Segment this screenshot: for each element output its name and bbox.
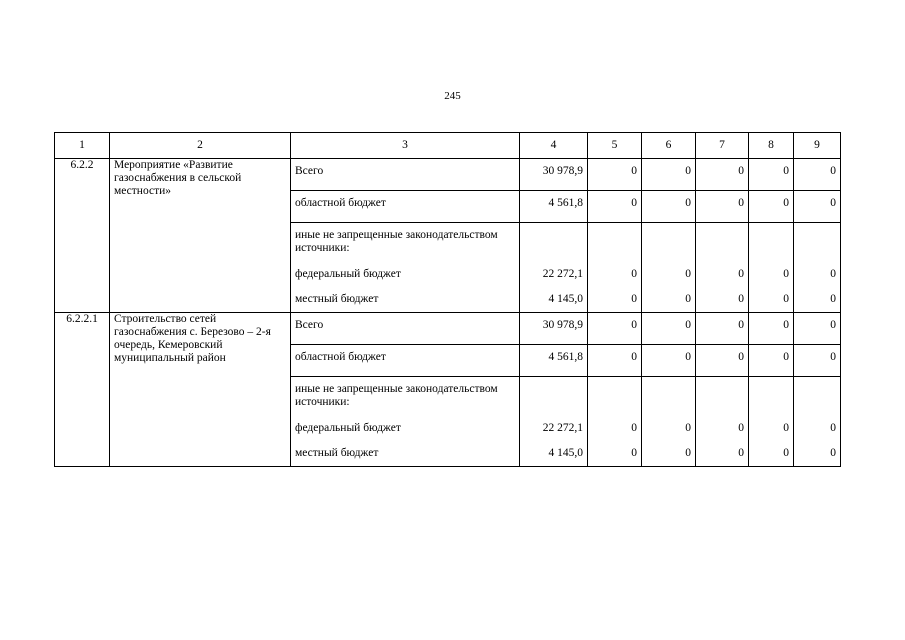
table-header-row <box>55 133 841 159</box>
empty-cell <box>696 377 749 416</box>
item-name: Строительство сетей газоснабжения с. Березово – 2-я очередь, Кемеровский муниципальный район <box>110 313 291 467</box>
empty-cell <box>642 377 696 416</box>
header-cell: 5 <box>588 133 642 159</box>
value-cell: 0 <box>749 191 794 223</box>
row-label: Всего <box>291 313 520 345</box>
budget-table <box>54 132 841 467</box>
value-cell: 0 <box>642 261 696 287</box>
empty-cell <box>794 223 841 262</box>
value-cell: 0 <box>794 441 841 467</box>
value-cell: 0 <box>588 261 642 287</box>
header-cell: 2 <box>110 133 291 159</box>
table-row <box>55 313 841 345</box>
value-cell: 0 <box>642 345 696 377</box>
table-row <box>55 159 841 191</box>
empty-cell <box>520 223 588 262</box>
empty-cell <box>642 223 696 262</box>
value-cell: 4 561,8 <box>520 191 588 223</box>
row-label: федеральный бюджет <box>291 415 520 441</box>
value-cell: 0 <box>749 415 794 441</box>
value-cell: 0 <box>696 159 749 191</box>
value-cell: 22 272,1 <box>520 415 588 441</box>
value-cell: 0 <box>588 345 642 377</box>
value-cell: 0 <box>696 287 749 313</box>
value-cell: 0 <box>794 191 841 223</box>
value-cell: 0 <box>749 345 794 377</box>
value-cell: 0 <box>794 415 841 441</box>
empty-cell <box>794 377 841 416</box>
value-cell: 0 <box>794 313 841 345</box>
header-cell: 6 <box>642 133 696 159</box>
empty-cell <box>520 377 588 416</box>
header-cell: 3 <box>291 133 520 159</box>
value-cell: 0 <box>696 261 749 287</box>
value-cell: 0 <box>588 415 642 441</box>
row-label: местный бюджет <box>291 287 520 313</box>
row-label: Всего <box>291 159 520 191</box>
item-code: 6.2.2 <box>55 159 110 313</box>
value-cell: 0 <box>749 287 794 313</box>
value-cell: 0 <box>794 261 841 287</box>
value-cell: 0 <box>642 415 696 441</box>
empty-cell <box>749 223 794 262</box>
value-cell: 0 <box>696 191 749 223</box>
value-cell: 0 <box>642 441 696 467</box>
value-cell: 30 978,9 <box>520 313 588 345</box>
item-name: Мероприятие «Развитие газоснабжения в сельской местности» <box>110 159 291 313</box>
empty-cell <box>588 223 642 262</box>
value-cell: 30 978,9 <box>520 159 588 191</box>
header-cell: 8 <box>749 133 794 159</box>
value-cell: 4 561,8 <box>520 345 588 377</box>
value-cell: 0 <box>696 313 749 345</box>
value-cell: 0 <box>588 441 642 467</box>
value-cell: 0 <box>749 441 794 467</box>
value-cell: 0 <box>794 287 841 313</box>
value-cell: 0 <box>588 159 642 191</box>
header-cell: 7 <box>696 133 749 159</box>
value-cell: 0 <box>642 313 696 345</box>
empty-cell <box>749 377 794 416</box>
value-cell: 0 <box>588 191 642 223</box>
header-cell: 9 <box>794 133 841 159</box>
empty-cell <box>696 223 749 262</box>
header-cell: 1 <box>55 133 110 159</box>
value-cell: 0 <box>749 159 794 191</box>
page-number: 245 <box>444 90 461 102</box>
value-cell: 4 145,0 <box>520 287 588 313</box>
value-cell: 0 <box>642 159 696 191</box>
row-label: иные не запрещенные законодательством источники: <box>291 377 520 416</box>
row-label: местный бюджет <box>291 441 520 467</box>
value-cell: 0 <box>588 313 642 345</box>
value-cell: 0 <box>749 261 794 287</box>
empty-cell <box>588 377 642 416</box>
value-cell: 0 <box>794 159 841 191</box>
value-cell: 0 <box>696 441 749 467</box>
value-cell: 0 <box>794 345 841 377</box>
value-cell: 0 <box>696 415 749 441</box>
row-label: федеральный бюджет <box>291 261 520 287</box>
value-cell: 0 <box>696 345 749 377</box>
row-label: областной бюджет <box>291 345 520 377</box>
value-cell: 0 <box>588 287 642 313</box>
item-code: 6.2.2.1 <box>55 313 110 467</box>
value-cell: 0 <box>642 191 696 223</box>
value-cell: 0 <box>749 313 794 345</box>
value-cell: 0 <box>642 287 696 313</box>
row-label: областной бюджет <box>291 191 520 223</box>
value-cell: 4 145,0 <box>520 441 588 467</box>
row-label: иные не запрещенные законодательством источники: <box>291 223 520 262</box>
value-cell: 22 272,1 <box>520 261 588 287</box>
header-cell: 4 <box>520 133 588 159</box>
